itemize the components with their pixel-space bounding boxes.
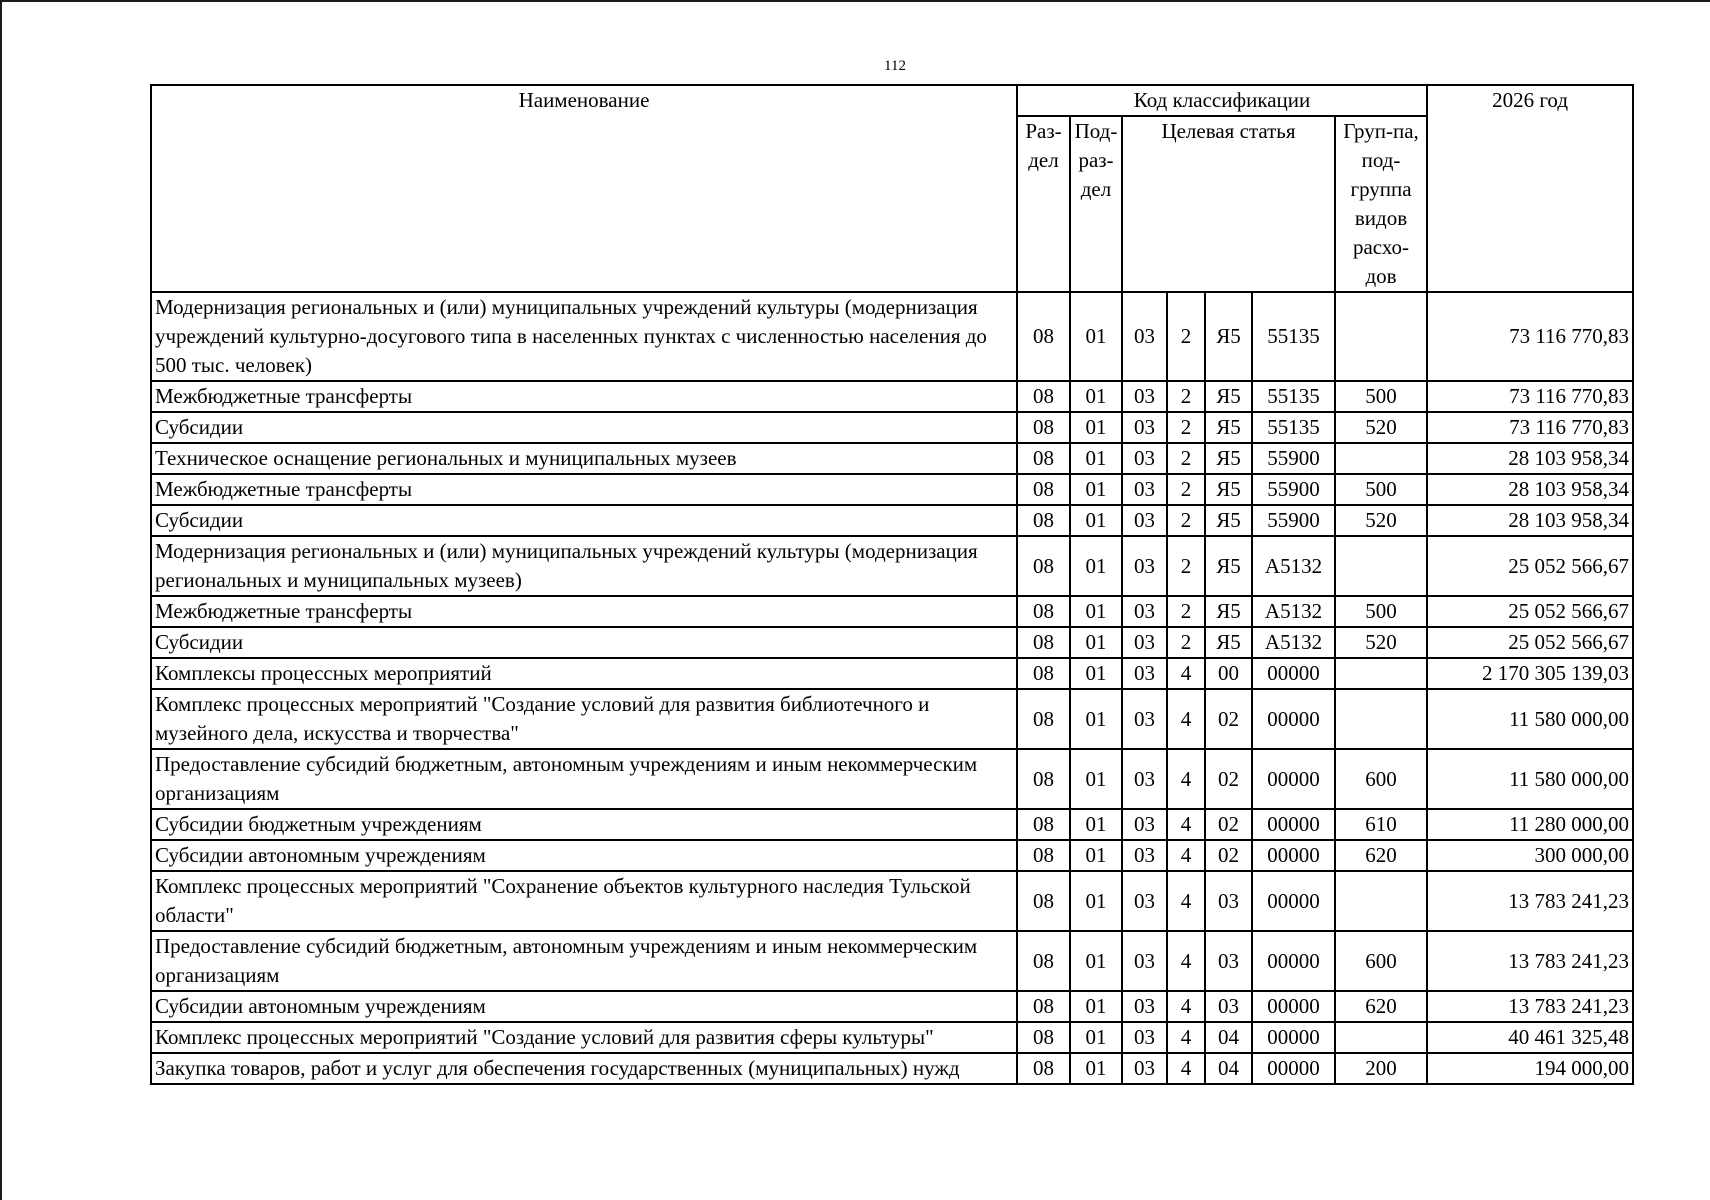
row-expense-group: 520 bbox=[1335, 505, 1427, 536]
row-target-part3: 03 bbox=[1205, 991, 1252, 1022]
table-row bbox=[151, 871, 1633, 931]
table-row bbox=[151, 596, 1633, 627]
table-row bbox=[151, 809, 1633, 840]
row-target-part4: 00000 bbox=[1252, 931, 1335, 991]
row-name: Межбюджетные трансферты bbox=[151, 596, 1017, 627]
row-subsection: 01 bbox=[1070, 536, 1122, 596]
row-target-part4: 55135 bbox=[1252, 412, 1335, 443]
row-subsection: 01 bbox=[1070, 658, 1122, 689]
row-target-part3: Я5 bbox=[1205, 474, 1252, 505]
row-target-part4: 00000 bbox=[1252, 689, 1335, 749]
row-target-part2: 4 bbox=[1167, 991, 1205, 1022]
row-target-part2: 4 bbox=[1167, 840, 1205, 871]
row-amount: 300 000,00 bbox=[1427, 840, 1633, 871]
row-target-part4: 55135 bbox=[1252, 381, 1335, 412]
row-expense-group: 200 bbox=[1335, 1053, 1427, 1084]
row-amount: 13 783 241,23 bbox=[1427, 871, 1633, 931]
row-target-part4: А5132 bbox=[1252, 536, 1335, 596]
row-amount: 194 000,00 bbox=[1427, 1053, 1633, 1084]
table-row bbox=[151, 840, 1633, 871]
page-number: 112 bbox=[884, 58, 906, 74]
row-name: Техническое оснащение региональных и муниципальных музеев bbox=[151, 443, 1017, 474]
row-name: Субсидии автономным учреждениям bbox=[151, 840, 1017, 871]
row-name: Предоставление субсидий бюджетным, автономным учреждениям и иным некоммерческим организациям bbox=[151, 749, 1017, 809]
row-subsection: 01 bbox=[1070, 991, 1122, 1022]
row-target-part4: 00000 bbox=[1252, 871, 1335, 931]
row-target-part3: Я5 bbox=[1205, 505, 1252, 536]
row-target-part2: 2 bbox=[1167, 292, 1205, 381]
row-section: 08 bbox=[1017, 1022, 1070, 1053]
row-target-part1: 03 bbox=[1122, 474, 1167, 505]
row-target-part3: 00 bbox=[1205, 658, 1252, 689]
row-target-part1: 03 bbox=[1122, 1053, 1167, 1084]
row-amount: 11 280 000,00 bbox=[1427, 809, 1633, 840]
row-target-part2: 4 bbox=[1167, 1022, 1205, 1053]
row-target-part2: 4 bbox=[1167, 689, 1205, 749]
row-section: 08 bbox=[1017, 689, 1070, 749]
row-target-part2: 4 bbox=[1167, 871, 1205, 931]
row-subsection: 01 bbox=[1070, 505, 1122, 536]
row-target-part4: А5132 bbox=[1252, 627, 1335, 658]
row-target-part3: 02 bbox=[1205, 840, 1252, 871]
row-subsection: 01 bbox=[1070, 381, 1122, 412]
row-amount: 73 116 770,83 bbox=[1427, 412, 1633, 443]
row-target-part4: 00000 bbox=[1252, 749, 1335, 809]
row-section: 08 bbox=[1017, 381, 1070, 412]
row-section: 08 bbox=[1017, 443, 1070, 474]
row-amount: 73 116 770,83 bbox=[1427, 381, 1633, 412]
table-row bbox=[151, 749, 1633, 809]
table-row bbox=[151, 474, 1633, 505]
row-expense-group bbox=[1335, 443, 1427, 474]
row-target-part4: 00000 bbox=[1252, 658, 1335, 689]
row-amount: 13 783 241,23 bbox=[1427, 931, 1633, 991]
row-name: Комплексы процессных мероприятий bbox=[151, 658, 1017, 689]
row-target-part2: 4 bbox=[1167, 931, 1205, 991]
table-row bbox=[151, 1053, 1633, 1084]
row-subsection: 01 bbox=[1070, 931, 1122, 991]
header-target-article: Целевая статья bbox=[1122, 116, 1335, 292]
row-target-part2: 4 bbox=[1167, 658, 1205, 689]
row-target-part1: 03 bbox=[1122, 658, 1167, 689]
row-target-part3: Я5 bbox=[1205, 596, 1252, 627]
row-target-part3: 02 bbox=[1205, 689, 1252, 749]
table-row bbox=[151, 292, 1633, 381]
row-subsection: 01 bbox=[1070, 749, 1122, 809]
row-expense-group bbox=[1335, 658, 1427, 689]
row-target-part4: 00000 bbox=[1252, 1053, 1335, 1084]
row-section: 08 bbox=[1017, 292, 1070, 381]
table-row bbox=[151, 991, 1633, 1022]
row-subsection: 01 bbox=[1070, 627, 1122, 658]
row-name: Предоставление субсидий бюджетным, автономным учреждениям и иным некоммерческим организациям bbox=[151, 931, 1017, 991]
row-section: 08 bbox=[1017, 474, 1070, 505]
row-target-part3: Я5 bbox=[1205, 627, 1252, 658]
table-row bbox=[151, 627, 1633, 658]
row-expense-group: 500 bbox=[1335, 596, 1427, 627]
header-year: 2026 год bbox=[1427, 85, 1633, 292]
row-target-part1: 03 bbox=[1122, 412, 1167, 443]
row-target-part2: 2 bbox=[1167, 381, 1205, 412]
header-code: Код классификации bbox=[1017, 85, 1427, 116]
row-section: 08 bbox=[1017, 871, 1070, 931]
row-subsection: 01 bbox=[1070, 840, 1122, 871]
row-section: 08 bbox=[1017, 627, 1070, 658]
table-row bbox=[151, 931, 1633, 991]
row-target-part1: 03 bbox=[1122, 871, 1167, 931]
row-target-part2: 2 bbox=[1167, 474, 1205, 505]
row-target-part1: 03 bbox=[1122, 1022, 1167, 1053]
row-amount: 25 052 566,67 bbox=[1427, 536, 1633, 596]
row-expense-group: 500 bbox=[1335, 474, 1427, 505]
row-target-part3: Я5 bbox=[1205, 412, 1252, 443]
row-target-part1: 03 bbox=[1122, 689, 1167, 749]
row-target-part3: 02 bbox=[1205, 749, 1252, 809]
row-section: 08 bbox=[1017, 1053, 1070, 1084]
row-expense-group bbox=[1335, 1022, 1427, 1053]
row-name: Комплекс процессных мероприятий "Сохранение объектов культурного наследия Тульской области" bbox=[151, 871, 1017, 931]
row-target-part1: 03 bbox=[1122, 292, 1167, 381]
row-target-part4: 55900 bbox=[1252, 443, 1335, 474]
row-target-part3: Я5 bbox=[1205, 292, 1252, 381]
row-target-part2: 2 bbox=[1167, 505, 1205, 536]
row-amount: 11 580 000,00 bbox=[1427, 749, 1633, 809]
row-amount: 40 461 325,48 bbox=[1427, 1022, 1633, 1053]
row-subsection: 01 bbox=[1070, 689, 1122, 749]
row-target-part3: Я5 bbox=[1205, 381, 1252, 412]
row-subsection: 01 bbox=[1070, 443, 1122, 474]
row-expense-group: 620 bbox=[1335, 991, 1427, 1022]
row-amount: 11 580 000,00 bbox=[1427, 689, 1633, 749]
row-name: Субсидии бюджетным учреждениям bbox=[151, 809, 1017, 840]
row-target-part1: 03 bbox=[1122, 596, 1167, 627]
row-name: Межбюджетные трансферты bbox=[151, 381, 1017, 412]
row-target-part2: 2 bbox=[1167, 596, 1205, 627]
row-expense-group: 610 bbox=[1335, 809, 1427, 840]
row-target-part3: 02 bbox=[1205, 809, 1252, 840]
row-subsection: 01 bbox=[1070, 1053, 1122, 1084]
row-target-part3: 03 bbox=[1205, 871, 1252, 931]
row-name: Субсидии bbox=[151, 412, 1017, 443]
row-target-part1: 03 bbox=[1122, 381, 1167, 412]
row-target-part2: 2 bbox=[1167, 443, 1205, 474]
row-expense-group bbox=[1335, 871, 1427, 931]
row-amount: 73 116 770,83 bbox=[1427, 292, 1633, 381]
row-target-part3: Я5 bbox=[1205, 536, 1252, 596]
row-target-part3: 04 bbox=[1205, 1022, 1252, 1053]
table-row bbox=[151, 381, 1633, 412]
row-section: 08 bbox=[1017, 749, 1070, 809]
table-row bbox=[151, 412, 1633, 443]
row-name: Субсидии автономным учреждениям bbox=[151, 991, 1017, 1022]
row-section: 08 bbox=[1017, 536, 1070, 596]
row-target-part1: 03 bbox=[1122, 536, 1167, 596]
row-section: 08 bbox=[1017, 596, 1070, 627]
row-target-part1: 03 bbox=[1122, 809, 1167, 840]
row-section: 08 bbox=[1017, 412, 1070, 443]
row-target-part1: 03 bbox=[1122, 627, 1167, 658]
row-subsection: 01 bbox=[1070, 474, 1122, 505]
row-expense-group: 520 bbox=[1335, 412, 1427, 443]
row-target-part2: 2 bbox=[1167, 536, 1205, 596]
row-amount: 25 052 566,67 bbox=[1427, 596, 1633, 627]
row-subsection: 01 bbox=[1070, 1022, 1122, 1053]
row-target-part3: 03 bbox=[1205, 931, 1252, 991]
row-target-part1: 03 bbox=[1122, 749, 1167, 809]
row-subsection: 01 bbox=[1070, 596, 1122, 627]
header-section: Раз-дел bbox=[1017, 116, 1070, 292]
budget-table bbox=[150, 84, 1634, 1085]
row-amount: 28 103 958,34 bbox=[1427, 505, 1633, 536]
row-target-part2: 4 bbox=[1167, 1053, 1205, 1084]
row-section: 08 bbox=[1017, 658, 1070, 689]
row-section: 08 bbox=[1017, 809, 1070, 840]
row-amount: 28 103 958,34 bbox=[1427, 443, 1633, 474]
row-expense-group: 520 bbox=[1335, 627, 1427, 658]
row-name: Субсидии bbox=[151, 505, 1017, 536]
row-target-part1: 03 bbox=[1122, 991, 1167, 1022]
row-target-part1: 03 bbox=[1122, 840, 1167, 871]
row-expense-group bbox=[1335, 689, 1427, 749]
row-target-part2: 2 bbox=[1167, 627, 1205, 658]
row-target-part1: 03 bbox=[1122, 443, 1167, 474]
row-expense-group: 620 bbox=[1335, 840, 1427, 871]
row-section: 08 bbox=[1017, 840, 1070, 871]
table-row bbox=[151, 505, 1633, 536]
row-subsection: 01 bbox=[1070, 292, 1122, 381]
row-target-part3: Я5 bbox=[1205, 443, 1252, 474]
row-expense-group: 600 bbox=[1335, 749, 1427, 809]
row-target-part2: 4 bbox=[1167, 809, 1205, 840]
table-row bbox=[151, 536, 1633, 596]
row-expense-group bbox=[1335, 536, 1427, 596]
row-amount: 25 052 566,67 bbox=[1427, 627, 1633, 658]
row-target-part3: 04 bbox=[1205, 1053, 1252, 1084]
table-row bbox=[151, 689, 1633, 749]
header-subsection: Под-раз-дел bbox=[1070, 116, 1122, 292]
table-row bbox=[151, 1022, 1633, 1053]
row-subsection: 01 bbox=[1070, 412, 1122, 443]
row-name: Закупка товаров, работ и услуг для обеспечения государственных (муниципальных) нужд bbox=[151, 1053, 1017, 1084]
row-section: 08 bbox=[1017, 505, 1070, 536]
row-name: Комплекс процессных мероприятий "Создание условий для развития библиотечного и музейного дела, искусства и творчества" bbox=[151, 689, 1017, 749]
table-body bbox=[151, 292, 1633, 1084]
row-target-part4: 00000 bbox=[1252, 809, 1335, 840]
row-target-part4: 00000 bbox=[1252, 991, 1335, 1022]
table-row bbox=[151, 443, 1633, 474]
row-target-part1: 03 bbox=[1122, 505, 1167, 536]
row-expense-group: 600 bbox=[1335, 931, 1427, 991]
row-name: Модернизация региональных и (или) муниципальных учреждений культуры (модернизация региональных и муниципальных музеев) bbox=[151, 536, 1017, 596]
row-target-part4: 00000 bbox=[1252, 1022, 1335, 1053]
row-expense-group: 500 bbox=[1335, 381, 1427, 412]
row-name: Комплекс процессных мероприятий "Создание условий для развития сферы культуры" bbox=[151, 1022, 1017, 1053]
row-target-part4: 55135 bbox=[1252, 292, 1335, 381]
row-target-part1: 03 bbox=[1122, 931, 1167, 991]
row-name: Межбюджетные трансферты bbox=[151, 474, 1017, 505]
row-section: 08 bbox=[1017, 991, 1070, 1022]
row-target-part4: 55900 bbox=[1252, 474, 1335, 505]
row-name: Субсидии bbox=[151, 627, 1017, 658]
row-subsection: 01 bbox=[1070, 809, 1122, 840]
row-target-part2: 4 bbox=[1167, 749, 1205, 809]
row-subsection: 01 bbox=[1070, 871, 1122, 931]
table-row bbox=[151, 658, 1633, 689]
row-name: Модернизация региональных и (или) муниципальных учреждений культуры (модернизация учреждений культурно-досугового типа в населенных пунктах с численностью населения до 500 тыс. человек) bbox=[151, 292, 1017, 381]
row-target-part4: 00000 bbox=[1252, 840, 1335, 871]
row-amount: 2 170 305 139,03 bbox=[1427, 658, 1633, 689]
header-expense-group: Груп-па, под-группа видов расхо-дов bbox=[1335, 116, 1427, 292]
row-expense-group bbox=[1335, 292, 1427, 381]
row-target-part4: А5132 bbox=[1252, 596, 1335, 627]
row-target-part2: 2 bbox=[1167, 412, 1205, 443]
row-amount: 28 103 958,34 bbox=[1427, 474, 1633, 505]
row-target-part4: 55900 bbox=[1252, 505, 1335, 536]
row-section: 08 bbox=[1017, 931, 1070, 991]
header-name: Наименование bbox=[151, 85, 1017, 292]
row-amount: 13 783 241,23 bbox=[1427, 991, 1633, 1022]
